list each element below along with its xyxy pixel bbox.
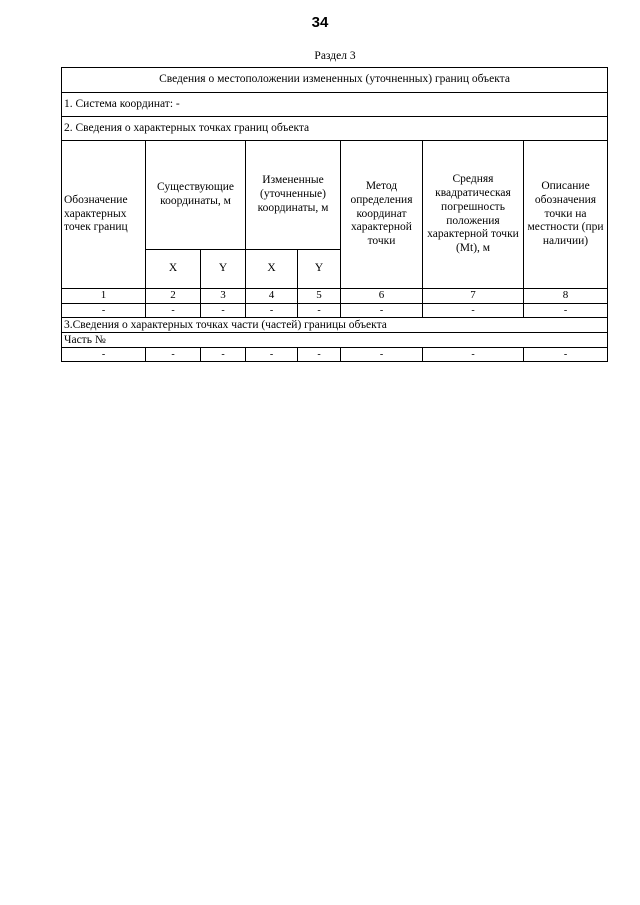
table-cell: - <box>298 348 341 362</box>
header-y-existing: Y <box>201 250 246 289</box>
part-label: Часть № <box>62 333 608 348</box>
table-row <box>62 348 608 362</box>
section-label: Раздел 3 <box>314 50 356 62</box>
table-cell: - <box>62 348 146 362</box>
points-heading: 2. Сведения о характерных точках границ объекта <box>62 117 608 141</box>
parts-heading: 3.Сведения о характерных точках части (частей) границы объекта <box>62 318 608 333</box>
table-cell: - <box>146 304 201 318</box>
table-cell: - <box>423 348 524 362</box>
header-description: Описание обозначения точки на местности (при наличии) <box>524 141 608 289</box>
column-number: 3 <box>201 289 246 304</box>
column-number-row <box>62 289 608 304</box>
header-y-changed: Y <box>298 250 341 289</box>
table-cell: - <box>201 304 246 318</box>
boundary-points-table <box>61 67 608 362</box>
column-number: 2 <box>146 289 201 304</box>
table-cell: - <box>341 348 423 362</box>
header-x-existing: X <box>146 250 201 289</box>
column-number: 1 <box>62 289 146 304</box>
header-error: Средняя квадратическая погрешность положения характерной точки (Mt), м <box>423 141 524 289</box>
table-cell: - <box>298 304 341 318</box>
header-designation: Обозначение характерных точек границ <box>62 141 146 289</box>
column-number: 4 <box>246 289 298 304</box>
table-cell: - <box>201 348 246 362</box>
header-changed-coordinates: Измененные (уточненные) координаты, м <box>246 141 341 250</box>
table-cell: - <box>423 304 524 318</box>
header-existing-coordinates: Существующие координаты, м <box>146 141 246 250</box>
page-number: 34 <box>311 14 329 31</box>
coordinate-system: 1. Система координат: - <box>62 93 608 117</box>
column-number: 6 <box>341 289 423 304</box>
column-number: 7 <box>423 289 524 304</box>
header-method: Метод определения координат характерной точки <box>341 141 423 289</box>
column-number: 8 <box>524 289 608 304</box>
table-cell: - <box>246 304 298 318</box>
column-number: 5 <box>298 289 341 304</box>
table-cell: - <box>524 348 608 362</box>
table-cell: - <box>146 348 201 362</box>
table-row <box>62 304 608 318</box>
table-title: Сведения о местоположении измененных (уточненных) границ объекта <box>62 68 608 93</box>
table-cell: - <box>341 304 423 318</box>
table-cell: - <box>62 304 146 318</box>
table-cell: - <box>246 348 298 362</box>
header-x-changed: X <box>246 250 298 289</box>
table-cell: - <box>524 304 608 318</box>
